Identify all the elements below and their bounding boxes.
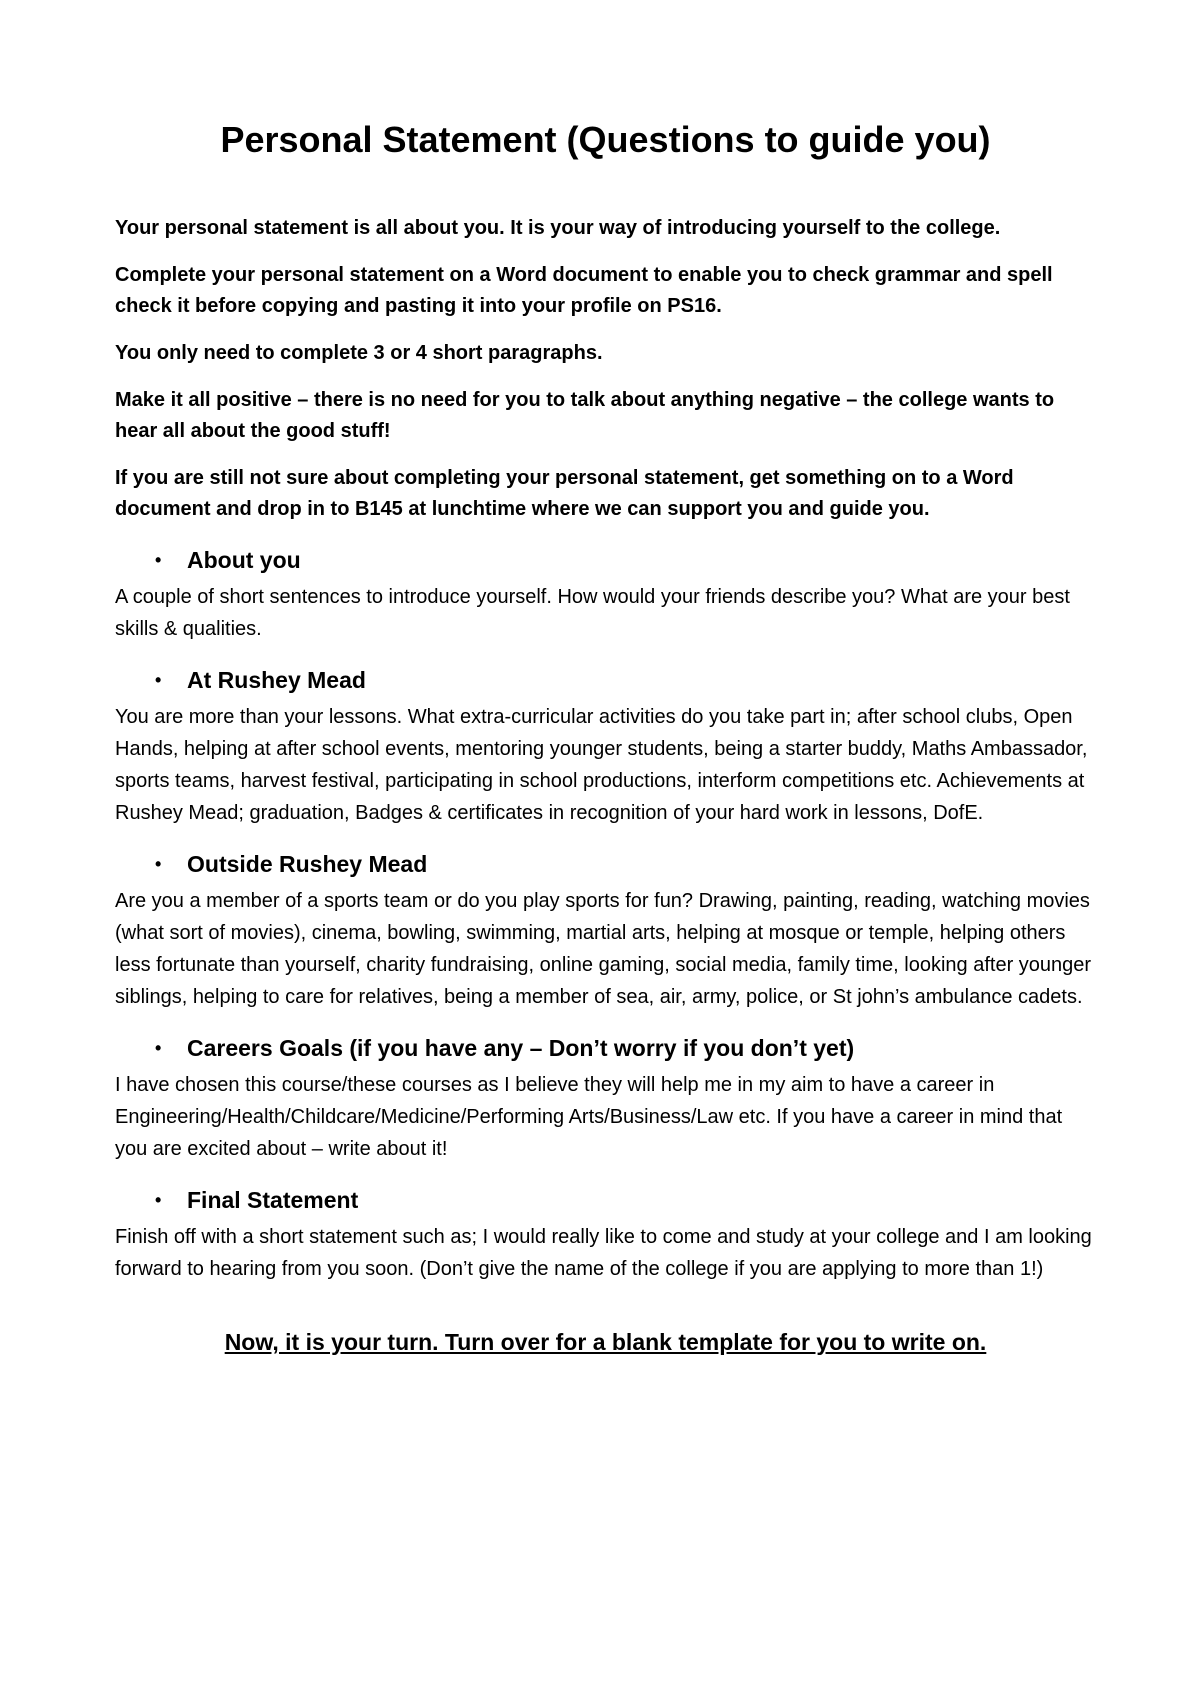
section-heading-label: Final Statement [187,1187,359,1214]
section-body: A couple of short sentences to introduce yourself. How would your friends describe you? What are your best skills & qualities. [115,586,1070,641]
section-careers-goals [115,1033,1096,1165]
section-heading [115,1185,1096,1215]
section-body: Finish off with a short statement such as; I would really like to come and study at your college and I am looking forward to hearing from you soon. (Don’t give the name of the college if you are applying to more than 1!) [115,1226,1092,1281]
closing-instruction: Now, it is your turn. Turn over for a blank template for you to write on. [224,1329,987,1356]
section-at-rushey-mead [115,665,1096,829]
section-heading-label: About you [187,547,301,574]
bullet-icon: • [155,1038,162,1059]
bullet-icon: • [155,550,162,571]
section-heading-label: Careers Goals (if you have any – Don’t worry if you don’t yet) [187,1035,855,1062]
section-outside-rushey-mead [115,849,1096,1013]
section-heading-label: Outside Rushey Mead [187,851,428,878]
section-body: I have chosen this course/these courses as I believe they will help me in my aim to have a career in Engineering/Health/Childcare/Medicine/Performing Arts/Business/Law etc. If you have a career in mind that you are excited about – write about it! [115,1074,1063,1161]
intro-paragraph: Complete your personal statement on a Word document to enable you to check grammar and spell check it before copying and pasting it into your profile on PS16. [115,264,1053,318]
section-heading [115,545,1096,575]
section-heading-label: At Rushey Mead [187,667,366,694]
bullet-icon: • [155,670,162,691]
section-about-you [115,545,1096,645]
intro-block [115,213,1096,525]
section-heading [115,849,1096,879]
intro-paragraph: If you are still not sure about completing your personal statement, get something on to a Word document and drop in to B145 at lunchtime where we can support you and guide you. [115,467,1014,521]
intro-paragraph: Your personal statement is all about you. It is your way of introducing yourself to the college. [115,217,1001,240]
section-heading [115,665,1096,695]
section-final-statement [115,1185,1096,1285]
section-body: You are more than your lessons. What extra-curricular activities do you take part in; after school clubs, Open Hands, helping at after school events, mentoring younger students, being a starter buddy, Maths Ambassador, sports teams, harvest festival, participating in school productions, interform competitions etc. Achievements at Rushey Mead; graduation, Badges & certificates in recognition of your hard work in lessons, DofE. [115,706,1088,825]
intro-paragraph: Make it all positive – there is no need for you to talk about anything negative – the college wants to hear all about the good stuff! [115,389,1055,443]
page-title: Personal Statement (Questions to guide you) [220,119,991,160]
section-body: Are you a member of a sports team or do you play sports for fun? Drawing, painting, reading, watching movies (what sort of movies), cinema, bowling, swimming, martial arts, helping at mosque or temple, helping others less fortunate than yourself, charity fundraising, online gaming, social media, family time, looking after younger siblings, helping to care for relatives, being a member of sea, air, army, police, or St john’s ambulance cadets. [115,890,1092,1009]
section-heading [115,1033,1096,1063]
bullet-icon: • [155,1190,162,1211]
intro-paragraph: You only need to complete 3 or 4 short paragraphs. [115,342,603,365]
bullet-icon: • [155,854,162,875]
